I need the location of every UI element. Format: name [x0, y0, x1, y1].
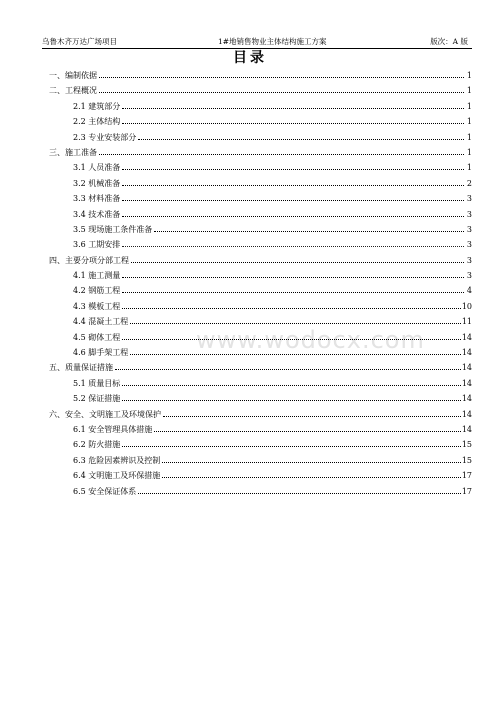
- toc-entry[interactable]: [49, 253, 472, 268]
- toc-entry-label: 6.3 危险因素辨识及控制: [73, 455, 161, 465]
- toc-entry-page-number: 14: [461, 424, 472, 434]
- toc-entry-page-number: 14: [461, 348, 472, 358]
- toc-dot-leader: [122, 199, 464, 201]
- toc-entry[interactable]: [49, 237, 472, 252]
- toc-entry[interactable]: [49, 360, 472, 375]
- toc-entry-label: 4.4 混凝土工程: [73, 317, 129, 327]
- toc-entry-page-number: 4: [466, 286, 472, 296]
- toc-entry-page-number: 3: [466, 240, 472, 250]
- toc-entry-page-number: 14: [461, 332, 472, 342]
- toc-dot-leader: [122, 245, 464, 247]
- watermark-text: www.wodocx.com: [196, 326, 425, 354]
- toc-entry-page-number: 1: [466, 71, 472, 80]
- toc-dot-leader: [130, 322, 461, 324]
- toc-dot-leader: [99, 76, 464, 78]
- toc-dot-leader: [122, 168, 464, 170]
- toc-entry[interactable]: [49, 407, 472, 422]
- toc-entry[interactable]: [49, 299, 472, 314]
- toc-entry[interactable]: [49, 422, 472, 437]
- toc-entry[interactable]: [49, 437, 472, 452]
- toc-dot-leader: [122, 122, 464, 124]
- toc-entry-label: 二、工程概况: [49, 86, 97, 96]
- toc-entry[interactable]: [49, 453, 472, 468]
- toc-entry-label: 3.5 现场施工条件准备: [73, 224, 153, 234]
- toc-entry-page-number: 3: [466, 224, 472, 234]
- toc-entry-label: 4.2 钢筋工程: [73, 286, 121, 296]
- toc-entry-label: 3.1 人员准备: [73, 163, 121, 173]
- toc-entry[interactable]: [49, 207, 472, 222]
- toc-entry-label: 6.5 安全保证体系: [73, 486, 137, 496]
- toc-entry-label: 3.4 技术准备: [73, 209, 121, 219]
- toc-entry[interactable]: [49, 345, 472, 360]
- toc-entry-page-number: 15: [461, 440, 472, 450]
- toc-entry[interactable]: [49, 484, 472, 499]
- toc-entry-page-number: 3: [466, 194, 472, 204]
- toc-entry-label: 三、施工准备: [49, 147, 97, 157]
- toc-entry-label: 4.6 脚手架工程: [73, 348, 129, 358]
- toc-dot-leader: [122, 445, 461, 447]
- toc-dot-leader: [138, 138, 464, 140]
- toc-entry[interactable]: [49, 468, 472, 483]
- toc-entry[interactable]: [49, 176, 472, 191]
- toc-entry[interactable]: [49, 83, 472, 98]
- toc-entry-label: 5.1 质量目标: [73, 378, 121, 388]
- toc-entry[interactable]: [49, 114, 472, 129]
- toc-dot-leader: [122, 307, 461, 309]
- toc-dot-leader: [122, 184, 464, 186]
- toc-dot-leader: [162, 476, 461, 478]
- toc-entry-page-number: 1: [466, 147, 472, 157]
- toc-entry[interactable]: [49, 145, 472, 160]
- toc-entry-label: 4.1 施工测量: [73, 271, 121, 281]
- toc-entry-label: 6.4 文明施工及环保措施: [73, 471, 161, 481]
- toc-entry-label: 一、编制依据: [49, 71, 97, 80]
- toc-entry-page-number: 1: [466, 86, 472, 96]
- toc-entry-page-number: 2: [466, 178, 472, 188]
- toc-dot-leader: [122, 276, 464, 278]
- toc-entry[interactable]: [49, 222, 472, 237]
- toc-entry-page-number: 15: [461, 455, 472, 465]
- header-project-name: 乌鲁木齐万达广场项目: [42, 37, 117, 46]
- toc-entry-page-number: 14: [461, 409, 472, 419]
- toc-entry[interactable]: [49, 130, 472, 145]
- table-of-contents: [49, 68, 472, 499]
- toc-entry-page-number: 17: [461, 471, 472, 481]
- toc-dot-leader: [122, 338, 461, 340]
- toc-entry-label: 5.2 保证措施: [73, 394, 121, 404]
- toc-entry-page-number: 14: [461, 378, 472, 388]
- toc-entry[interactable]: [49, 68, 472, 83]
- toc-entry-label: 3.3 材料准备: [73, 194, 121, 204]
- toc-dot-leader: [138, 492, 461, 494]
- toc-entry-label: 3.6 工期安排: [73, 240, 121, 250]
- header-version: 版次：A 版: [430, 37, 468, 46]
- toc-entry[interactable]: [49, 191, 472, 206]
- toc-dot-leader: [99, 153, 464, 155]
- toc-entry-label: 4.5 砌体工程: [73, 332, 121, 342]
- toc-entry-label: 6.1 安全管理具体措施: [73, 424, 153, 434]
- toc-entry-page-number: 3: [466, 209, 472, 219]
- toc-entry-page-number: 1: [466, 132, 472, 142]
- toc-entry-page-number: 17: [461, 486, 472, 496]
- toc-entry-label: 四、主要分项分部工程: [49, 255, 129, 265]
- toc-entry-label: 2.2 主体结构: [73, 117, 121, 127]
- toc-dot-leader: [154, 230, 464, 232]
- toc-entry-page-number: 1: [466, 101, 472, 111]
- toc-entry-label: 2.3 专业安装部分: [73, 132, 137, 142]
- header-document-title: 1#地销售物业主体结构施工方案: [218, 37, 327, 46]
- toc-dot-leader: [99, 91, 464, 93]
- toc-entry[interactable]: [49, 391, 472, 406]
- toc-entry-page-number: 3: [466, 271, 472, 281]
- toc-entry[interactable]: [49, 330, 472, 345]
- toc-entry[interactable]: [49, 283, 472, 298]
- toc-entry-page-number: 14: [461, 394, 472, 404]
- toc-dot-leader: [122, 107, 464, 109]
- toc-entry[interactable]: [49, 268, 472, 283]
- toc-dot-leader: [122, 291, 464, 293]
- toc-dot-leader: [122, 399, 461, 401]
- toc-entry[interactable]: [49, 99, 472, 114]
- toc-entry-page-number: 1: [466, 163, 472, 173]
- toc-entry-page-number: 14: [461, 363, 472, 373]
- toc-title: 目录: [233, 50, 267, 66]
- toc-dot-leader: [122, 215, 464, 217]
- toc-entry[interactable]: [49, 314, 472, 329]
- toc-entry-page-number: 3: [466, 255, 472, 265]
- toc-entry-page-number: 1: [466, 117, 472, 127]
- toc-entry-page-number: 10: [461, 301, 472, 311]
- toc-dot-leader: [131, 261, 464, 263]
- toc-dot-leader: [130, 353, 461, 355]
- toc-dot-leader: [162, 461, 461, 463]
- toc-entry-label: 4.3 模板工程: [73, 301, 121, 311]
- toc-entry[interactable]: [49, 376, 472, 391]
- toc-entry-label: 六、安全、文明施工及环境保护: [49, 409, 161, 419]
- toc-entry-label: 五、质量保证措施: [49, 363, 113, 373]
- toc-dot-leader: [163, 415, 461, 417]
- toc-entry[interactable]: [49, 160, 472, 175]
- toc-entry-label: 3.2 机械准备: [73, 178, 121, 188]
- toc-dot-leader: [122, 384, 461, 386]
- toc-entry-label: 6.2 防火措施: [73, 440, 121, 450]
- page-header: [42, 36, 472, 49]
- toc-entry-label: 2.1 建筑部分: [73, 101, 121, 111]
- toc-entry-page-number: 11: [461, 317, 472, 327]
- toc-dot-leader: [115, 368, 461, 370]
- toc-dot-leader: [154, 430, 461, 432]
